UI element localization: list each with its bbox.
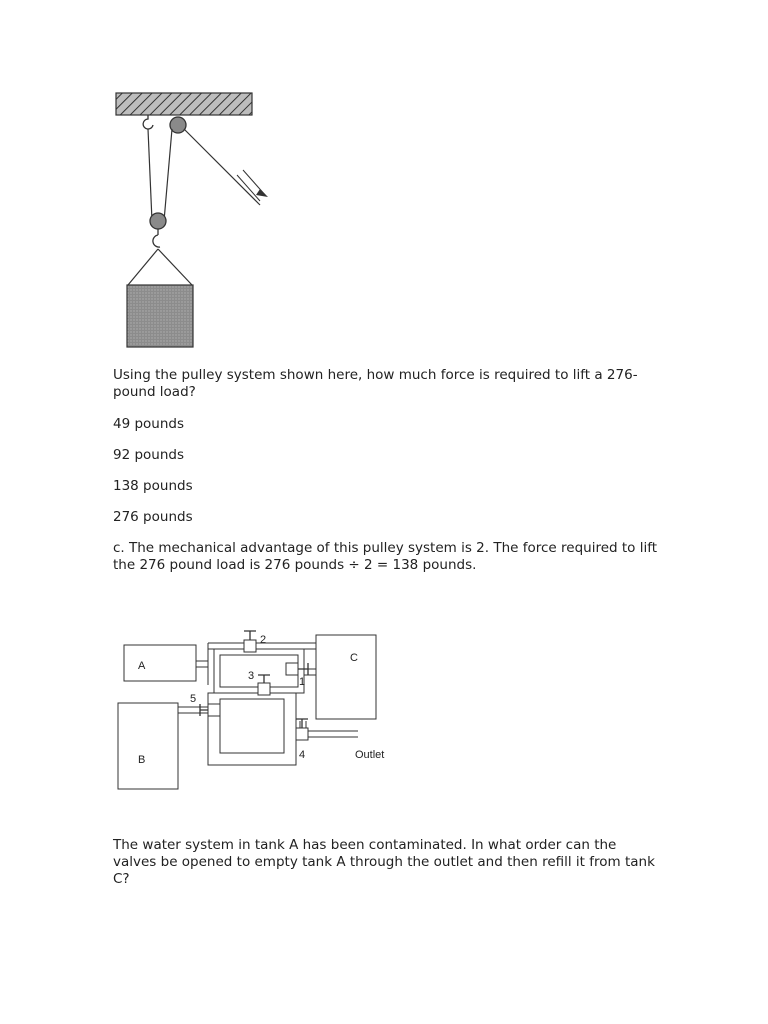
option-4: 276 pounds: [113, 509, 193, 525]
valve-5: [208, 704, 220, 716]
pulley-diagram: [100, 85, 290, 355]
valve-1: [286, 663, 298, 675]
outlet-label: Outlet: [355, 749, 385, 761]
option-2: 92 pounds: [113, 447, 185, 463]
moving-pulley: [150, 213, 166, 229]
valve-4: [296, 728, 308, 740]
valve-1-label: 1: [299, 676, 306, 688]
valve-3: [258, 683, 270, 695]
valve-3-label: 3: [248, 670, 255, 682]
ceiling-beam: [116, 93, 252, 115]
ceiling-hook: [143, 115, 153, 129]
load-hook: [153, 235, 160, 247]
question-1: [113, 367, 658, 574]
tank-a-label: A: [138, 660, 146, 672]
valve-2-label: 2: [260, 634, 267, 646]
pull-arrow: [256, 189, 268, 197]
option-1: 49 pounds: [113, 416, 185, 432]
tank-b-label: B: [138, 754, 146, 766]
option-3: 138 pounds: [113, 478, 193, 494]
answer-explanation: c. The mechanical advantage of this pulley system is 2. The force required to lift the 276 pound load is 276 pounds ÷ 2 = 138 pounds.: [113, 540, 658, 573]
question-2: [113, 837, 658, 888]
question-1-prompt: Using the pulley system shown here, how much force is required to lift a 276-pound load?: [113, 367, 638, 400]
tank-diagram: [110, 625, 400, 800]
valve-2: [244, 640, 256, 652]
tank-c-label: C: [350, 652, 358, 664]
load-box: [127, 285, 193, 347]
question-2-prompt: The water system in tank A has been contaminated. In what order can the valves be opened to empty tank A through the outlet and then refill it from tank C?: [113, 837, 655, 887]
tank-b: [118, 703, 178, 789]
tank-c: [316, 635, 376, 719]
tank-a: [124, 645, 196, 681]
valve-4-label: 4: [299, 749, 306, 761]
valve-5-label: 5: [190, 693, 197, 705]
